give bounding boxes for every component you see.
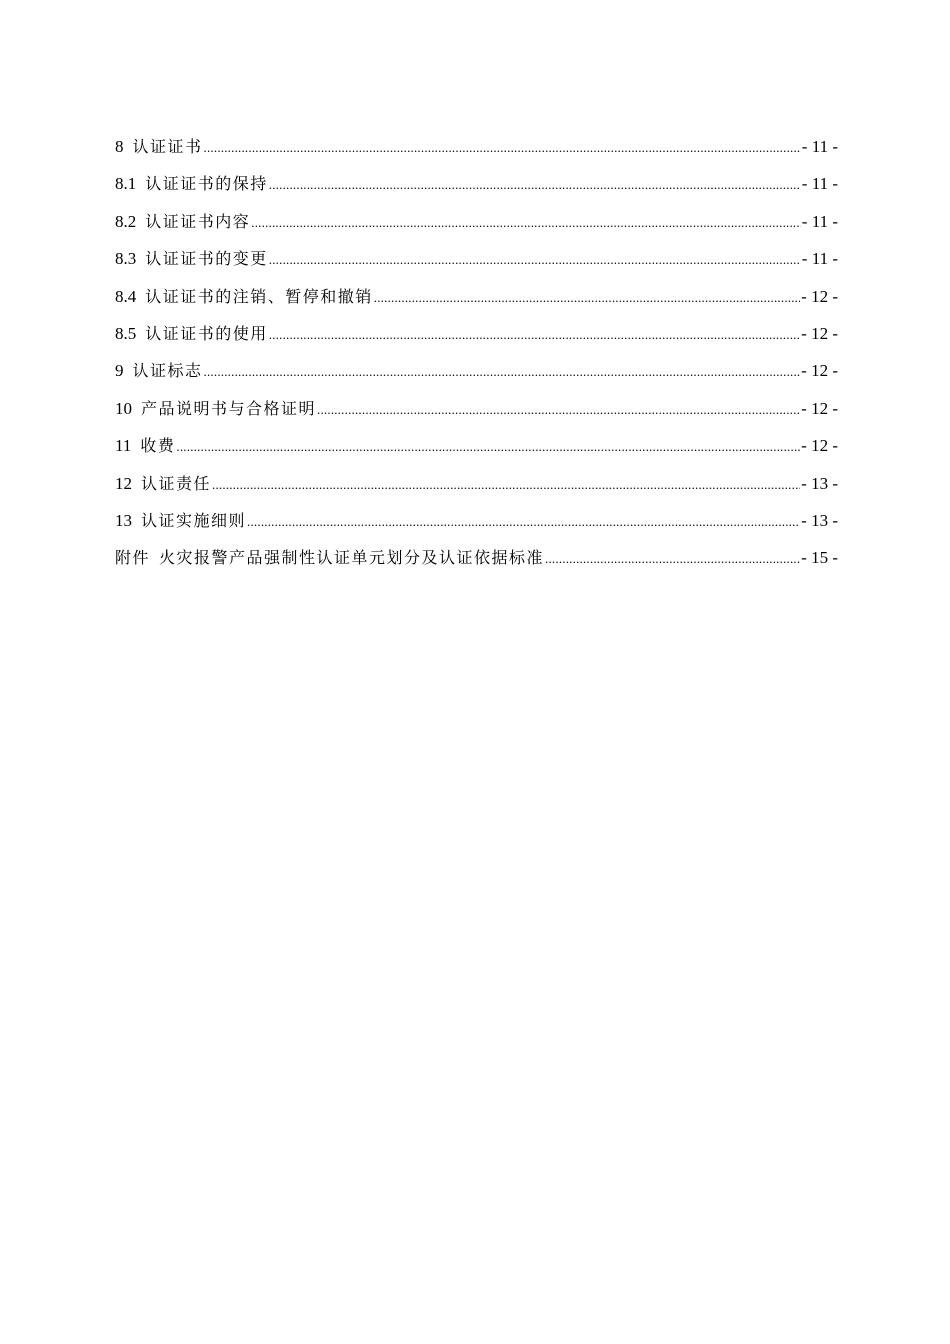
toc-entry-8-1[interactable] [115, 171, 838, 208]
toc-entry-page: - 12 - [801, 436, 838, 456]
toc-entry-title: 认证标志 [132, 361, 203, 381]
toc-entry-number: 12 [115, 473, 132, 493]
toc-entry-number: 8.1 [115, 174, 137, 194]
toc-entry-number: 11 [115, 436, 132, 456]
toc-entry-page: - 13 - [801, 510, 838, 530]
toc-entry-title: 收费 [140, 436, 176, 456]
toc-dot-leader [212, 477, 800, 493]
toc-dot-leader [317, 402, 800, 418]
toc-entry-title: 认证证书的保持 [145, 174, 268, 194]
toc-entry-8-5[interactable] [115, 321, 838, 358]
toc-entry-page: - 12 - [801, 286, 838, 306]
toc-entry-8-3[interactable] [115, 246, 838, 283]
toc-entry-number: 8.2 [115, 211, 137, 231]
toc-dot-leader [204, 140, 801, 156]
toc-entry-number: 9 [115, 361, 124, 381]
toc-entry-12[interactable] [115, 471, 838, 508]
toc-entry-page: - 11 - [801, 137, 838, 156]
toc-entry-8-2[interactable] [115, 209, 838, 246]
toc-entry-page: - 11 - [801, 211, 838, 231]
toc-entry-page: - 12 - [801, 323, 838, 343]
toc-entry-page: - 15 - [801, 548, 838, 568]
toc-entry-number: 8 [115, 137, 124, 156]
toc-entry-title: 认证责任 [141, 473, 212, 493]
toc-entry-page: - 12 - [801, 398, 838, 418]
toc-entry-number: 8.4 [115, 286, 137, 306]
toc-entry-page: - 12 - [801, 361, 838, 381]
toc-dot-leader [204, 364, 801, 380]
table-of-contents [115, 134, 838, 583]
toc-entry-number: 附件 [115, 548, 151, 568]
toc-dot-leader [247, 514, 800, 530]
toc-entry-number: 10 [115, 398, 132, 418]
toc-entry-number: 8.3 [115, 249, 137, 269]
toc-entry-title: 认证证书内容 [145, 211, 251, 231]
toc-entry-appendix[interactable] [115, 545, 838, 582]
toc-dot-leader [374, 290, 800, 306]
toc-dot-leader [269, 252, 801, 268]
toc-entry-title: 认证证书的使用 [145, 323, 268, 343]
toc-dot-leader [176, 439, 800, 455]
toc-dot-leader [269, 327, 800, 343]
toc-entry-9[interactable] [115, 358, 838, 395]
toc-entry-title: 认证证书的变更 [145, 249, 268, 269]
toc-entry-13[interactable] [115, 508, 838, 545]
toc-entry-8-4[interactable] [115, 284, 838, 321]
toc-entry-title: 产品说明书与合格证明 [141, 398, 317, 418]
toc-entry-11[interactable] [115, 433, 838, 470]
toc-dot-leader [269, 177, 801, 193]
toc-entry-page: - 11 - [801, 174, 838, 194]
toc-entry-title: 认证证书 [132, 137, 203, 156]
toc-dot-leader [251, 215, 801, 231]
toc-entry-number: 8.5 [115, 323, 137, 343]
toc-entry-8[interactable] [115, 134, 838, 171]
toc-entry-number: 13 [115, 510, 132, 530]
toc-dot-leader [545, 551, 800, 567]
toc-entry-title: 认证实施细则 [141, 510, 247, 530]
toc-entry-10[interactable] [115, 396, 838, 433]
toc-entry-title: 火灾报警产品强制性认证单元划分及认证依据标准 [159, 548, 545, 568]
toc-entry-page: - 11 - [801, 249, 838, 269]
toc-entry-title: 认证证书的注销、暂停和撤销 [145, 286, 373, 306]
toc-entry-page: - 13 - [801, 473, 838, 493]
